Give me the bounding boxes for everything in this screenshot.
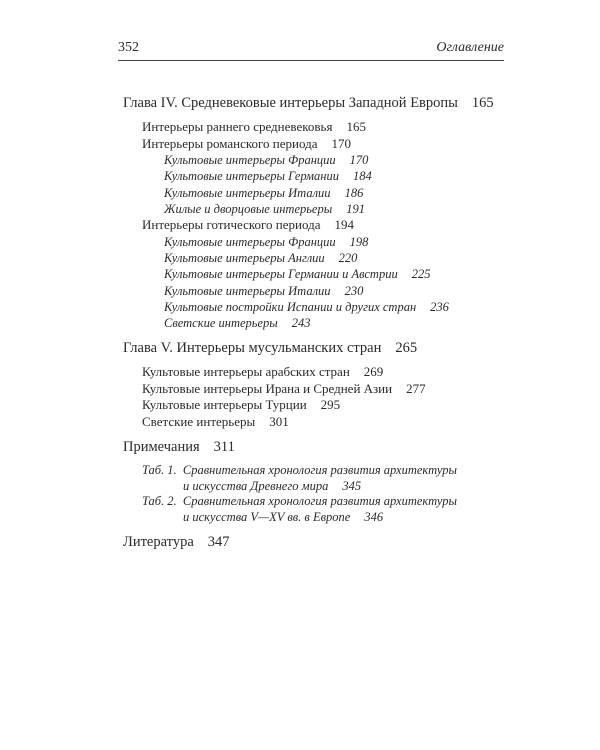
page-number: 352 xyxy=(118,40,139,55)
toc-entry-title: Культовые интерьеры Турции xyxy=(142,397,307,413)
toc-entry-page: 269 xyxy=(363,364,384,380)
toc-chapter-4 xyxy=(123,94,523,113)
toc-entry-page: 277 xyxy=(406,380,426,396)
toc-entry-page: 243 xyxy=(291,316,311,331)
toc-entry-page: 191 xyxy=(346,201,365,216)
toc-section xyxy=(123,414,523,431)
toc-entry-title: Литература xyxy=(123,534,194,551)
toc-entry-title: Культовые интерьеры Германии и Австрии xyxy=(164,267,398,282)
toc-subsection xyxy=(123,234,523,250)
toc-section xyxy=(123,397,523,414)
toc-subsection xyxy=(123,152,523,168)
table-of-contents xyxy=(123,94,523,552)
toc-table-entry xyxy=(123,463,523,479)
toc-table-entry-continued xyxy=(123,479,523,495)
toc-subsection xyxy=(123,299,523,315)
toc-entry-title: Глава IV. Средневековые интерьеры Западной Европы xyxy=(123,95,458,111)
toc-entry-page: 220 xyxy=(338,250,358,265)
toc-entry-page: 301 xyxy=(269,413,289,429)
toc-table-entry xyxy=(123,494,523,510)
toc-section xyxy=(123,364,523,381)
toc-entry-title: Культовые интерьеры Ирана и Средней Азии xyxy=(142,380,393,396)
toc-subsection xyxy=(123,283,523,299)
toc-entry-title: Культовые интерьеры Франции xyxy=(164,234,336,249)
toc-section xyxy=(123,217,523,234)
toc-entry-title: Интерьеры раннего средневековья xyxy=(142,119,333,134)
toc-entry-page: 186 xyxy=(344,185,364,200)
toc-chapter-5 xyxy=(123,339,523,358)
toc-entry-title: Культовые интерьеры арабских стран xyxy=(142,364,350,380)
toc-entry-title: Культовые интерьеры Англии xyxy=(164,250,325,265)
toc-subsection xyxy=(123,266,523,282)
toc-entry-page: 198 xyxy=(349,234,369,249)
toc-entry-page: 225 xyxy=(411,267,431,282)
toc-entry-page: 165 xyxy=(346,119,366,134)
toc-entry-page: 170 xyxy=(349,153,369,167)
toc-entry-page: 170 xyxy=(331,135,351,151)
running-title: Оглавление xyxy=(436,40,504,55)
toc-entry-title: Сравнительная хронология развития архитектуры xyxy=(182,463,457,478)
toc-entry-page: 184 xyxy=(353,169,372,184)
toc-table-entry-continued xyxy=(123,510,523,526)
toc-entry-title: Сравнительная хронология развития архитектуры xyxy=(182,494,457,509)
toc-section xyxy=(123,119,523,136)
toc-subsection xyxy=(123,168,523,184)
toc-entry-page: 346 xyxy=(364,509,384,524)
toc-entry-title: Интерьеры романского периода xyxy=(142,135,318,151)
toc-entry-title: Светские интерьеры xyxy=(164,316,278,331)
toc-table-label: Таб. 1. xyxy=(142,463,177,478)
toc-entry-title: Культовые интерьеры Италии xyxy=(164,185,331,200)
toc-entry-title: и искусства Древнего мира xyxy=(183,478,329,493)
toc-entry-title: Культовые интерьеры Германии xyxy=(164,169,339,184)
toc-section xyxy=(123,136,523,153)
toc-table-label: Таб. 2. xyxy=(142,494,177,509)
toc-notes xyxy=(123,438,523,457)
toc-entry-title: Светские интерьеры xyxy=(142,413,256,429)
toc-entry-page: 295 xyxy=(320,397,341,413)
toc-entry-page: 265 xyxy=(395,340,418,357)
toc-subsection xyxy=(123,250,523,266)
toc-entry-page: 345 xyxy=(342,478,362,493)
toc-entry-title: Жилые и дворцовые интерьеры xyxy=(164,201,333,216)
toc-entry-page: 347 xyxy=(207,534,230,551)
toc-entry-page: 165 xyxy=(471,95,494,111)
toc-entry-title: Культовые постройки Испании и других стран xyxy=(164,299,417,314)
toc-entry-page: 311 xyxy=(213,439,235,456)
toc-subsection xyxy=(123,201,523,217)
toc-subsection xyxy=(123,185,523,201)
toc-entry-page: 194 xyxy=(334,217,354,233)
toc-section xyxy=(123,381,523,398)
toc-literature xyxy=(123,533,523,552)
toc-entry-title: Глава V. Интерьеры мусульманских стран xyxy=(123,340,382,357)
toc-entry-title: Культовые интерьеры Франции xyxy=(164,153,336,167)
toc-entry-page: 236 xyxy=(430,299,449,314)
toc-entry-title: Культовые интерьеры Италии xyxy=(164,283,331,298)
toc-entry-page: 230 xyxy=(344,283,364,298)
toc-entry-title: и искусства V—XV вв. в Европе xyxy=(183,509,351,524)
toc-entry-title: Примечания xyxy=(123,439,200,456)
page-header xyxy=(118,38,504,61)
toc-subsection xyxy=(123,315,523,331)
toc-entry-title: Интерьеры готического периода xyxy=(142,217,321,233)
